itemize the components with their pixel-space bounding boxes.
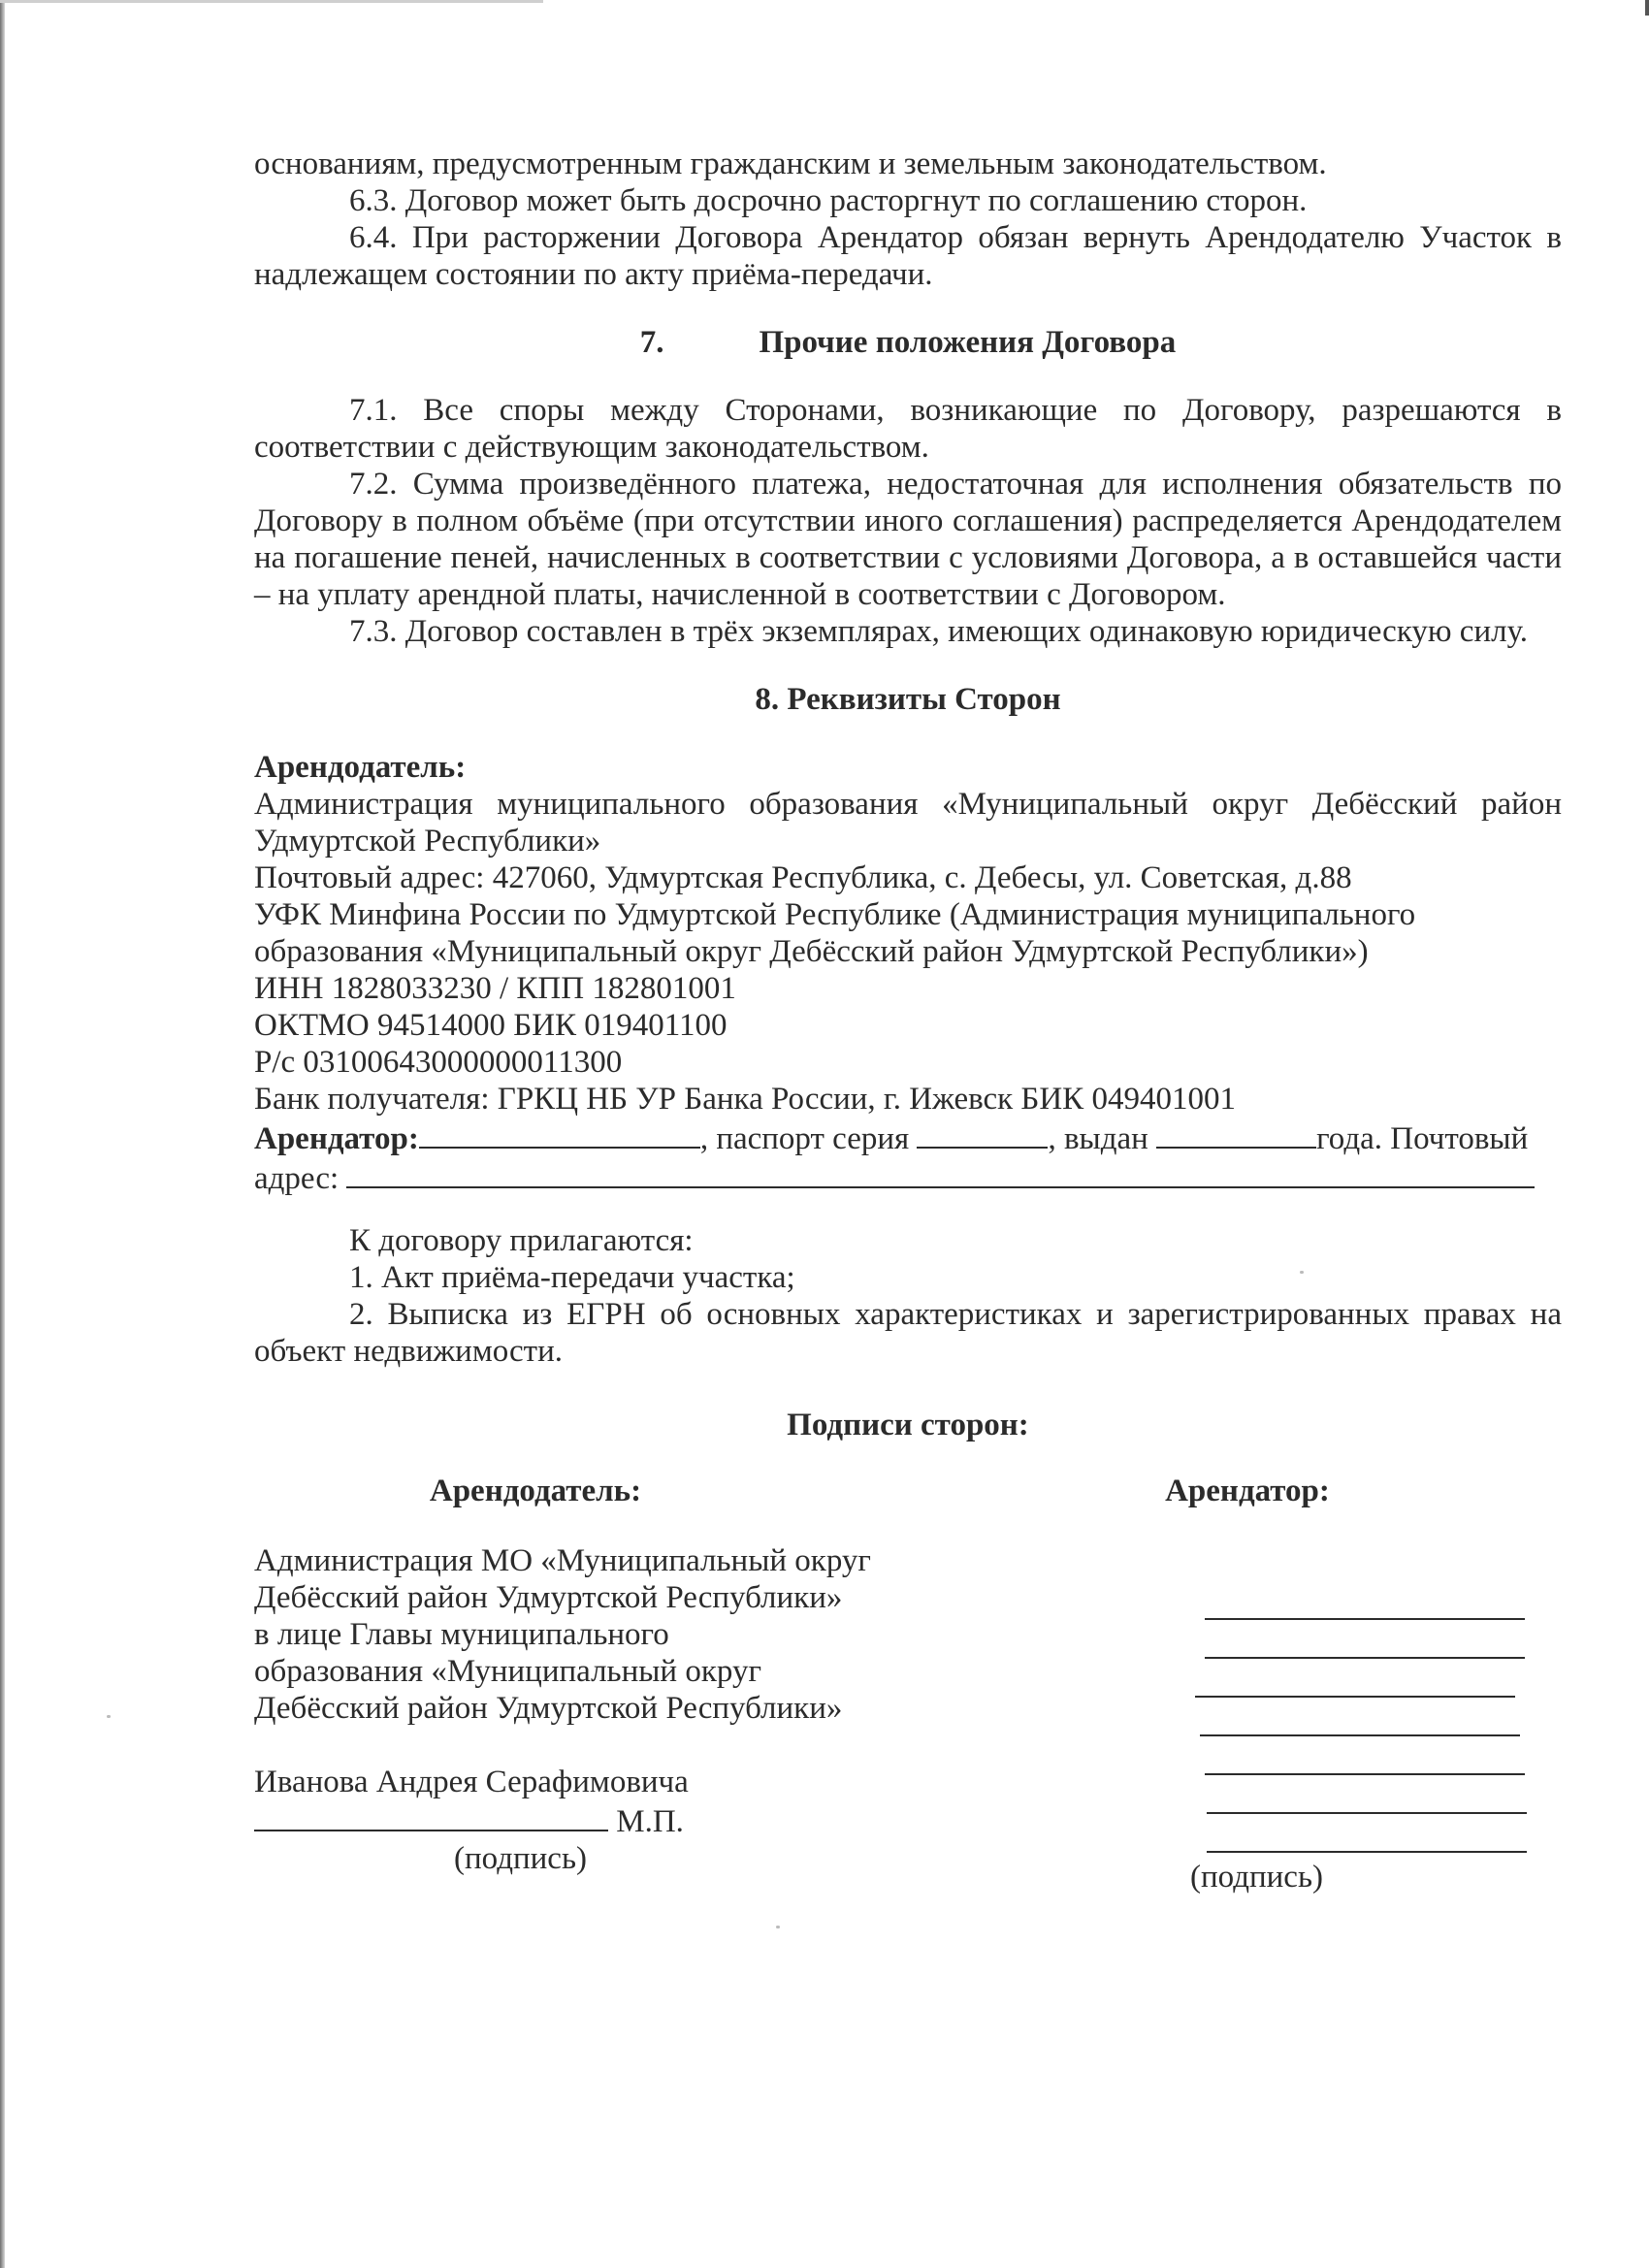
section7-heading (254, 324, 1562, 361)
landlord-inn: ИНН 1828033230 / КПП 182801001 (254, 971, 736, 1006)
tenant-year-label: года. Почтовый (1316, 1121, 1529, 1156)
tenant-signature-caption (662, 1859, 1559, 1895)
attachments (254, 1222, 1562, 1370)
tenant-line-5[interactable] (1205, 1738, 1525, 1775)
clause-6-4: 6.4. При расторжении Договора Арендатор обязан вернуть Арендодателю Участок в надлежащем состоянии по акту приёма-передачи. (254, 220, 1562, 292)
tenant-address-label: адрес: (254, 1161, 340, 1196)
landlord-signature-field[interactable] (254, 1800, 608, 1831)
landlord-signature-line: Дебёсский район Удмуртской Республики» (254, 1691, 843, 1726)
landlord-signature-line: Дебёсский район Удмуртской Республики» (254, 1580, 843, 1615)
signatory-name: Иванова Андрея Серафимовича (254, 1765, 689, 1799)
attachment-item-2: 2. Выписка из ЕГРН об основных характеристиках и зарегистрированных правах на объект недвижимости. (254, 1297, 1562, 1369)
landlord-signature-line: Администрация МО «Муниципальный округ (254, 1543, 871, 1578)
tenant-line (254, 1118, 1562, 1157)
scan-edge-left (0, 0, 5, 2268)
scan-edge-right (1645, 0, 1649, 16)
landlord-name: Администрация муниципального образования «Муниципальный округ Дебёсский район Удмуртской Республики» (254, 787, 1562, 859)
issued-date-field[interactable] (1156, 1118, 1316, 1149)
landlord-oktmo: ОКТМО 94514000 БИК 019401100 (254, 1008, 728, 1043)
tenant-line-2[interactable] (1205, 1622, 1525, 1659)
landlord-label: Арендодатель: (254, 750, 467, 785)
landlord-ufk-line1: УФК Минфина России по Удмуртской Республике (Администрация муниципального (254, 897, 1416, 932)
party-requisites (254, 749, 1562, 1197)
tenant-signature-caption-text: (подпись) (1190, 1860, 1323, 1895)
landlord-signature-line: образования «Муниципальный округ (254, 1654, 761, 1689)
tenant-signature-column (933, 1473, 1562, 1895)
tenant-signature-lines (662, 1542, 1286, 1853)
tenant-address-line (254, 1157, 1562, 1197)
tenant-signature-heading: Арендатор: (1165, 1474, 1330, 1508)
tenant-label: Арендатор: (254, 1121, 419, 1156)
section6-continuation: основаниям, предусмотренным гражданским и земельным законодательством. (254, 146, 1327, 181)
tenant-name-field[interactable] (419, 1118, 700, 1149)
section7-title: Прочие положения Договора (759, 325, 1177, 360)
clause-6-3: 6.3. Договор может быть досрочно расторгнут по соглашению сторон. (349, 183, 1308, 218)
attachments-intro: К договору прилагаются: (349, 1223, 694, 1258)
landlord-postal-address: Почтовый адрес: 427060, Удмуртская Республика, с. Дебесы, ул. Советская, д.88 (254, 860, 1352, 895)
tenant-passport-label: , паспорт серия (699, 1121, 910, 1156)
landlord-ufk-line2: образования «Муниципальный округ Дебёсский район Удмуртской Республики») (254, 934, 1369, 969)
tenant-line-3[interactable] (1195, 1661, 1515, 1698)
landlord-bank: Банк получателя: ГРКЦ НБ УР Банка России, г. Ижевск БИК 049401001 (254, 1082, 1236, 1117)
tenant-line-1[interactable] (1205, 1583, 1525, 1620)
document-body (254, 146, 1562, 2016)
section8-heading: 8. Реквизиты Сторон (755, 682, 1061, 717)
tenant-line-7[interactable] (1207, 1816, 1527, 1853)
attachment-item-1: 1. Акт приёма-передачи участка; (349, 1260, 795, 1295)
tenant-line-6[interactable] (1207, 1777, 1527, 1814)
signatures-title: Подписи сторон: (787, 1408, 1029, 1442)
clause-7-2: 7.2. Сумма произведённого платежа, недостаточная для исполнения обязательств по Договору в полном объёме (при отсутствии иного соглашения) распределяется Арендодателем на погашение пеней, начисленных в соответствии с условиями Договора, а в оставшейся части – на уплату арендной платы, начисленной в соответствии с Договором. (254, 467, 1562, 612)
clause-7-1: 7.1. Все споры между Сторонами, возникающие по Договору, разрешаются в соответствии с действующим законодательством. (254, 393, 1562, 465)
landlord-signature-line: в лице Главы муниципального (254, 1617, 669, 1652)
passport-series-field[interactable] (917, 1118, 1048, 1149)
clause-7-3: 7.3. Договор составлен в трёх экземплярах, имеющих одинаковую юридическую силу. (349, 614, 1529, 649)
tenant-line-4[interactable] (1200, 1700, 1520, 1736)
landlord-account: Р/с 03100643000000011300 (254, 1045, 623, 1080)
signatures-block (254, 1473, 1562, 2016)
section7-number: 7. (639, 325, 664, 360)
scan-edge-top (0, 0, 543, 3)
tenant-issued-label: , выдан (1048, 1121, 1148, 1156)
tenant-address-field[interactable] (346, 1157, 1535, 1188)
landlord-signature-heading: Арендодатель: (429, 1474, 642, 1508)
scan-speck (107, 1715, 111, 1718)
landlord-signature-caption: (подпись) (454, 1841, 587, 1876)
stamp-label: М.П. (616, 1804, 684, 1839)
